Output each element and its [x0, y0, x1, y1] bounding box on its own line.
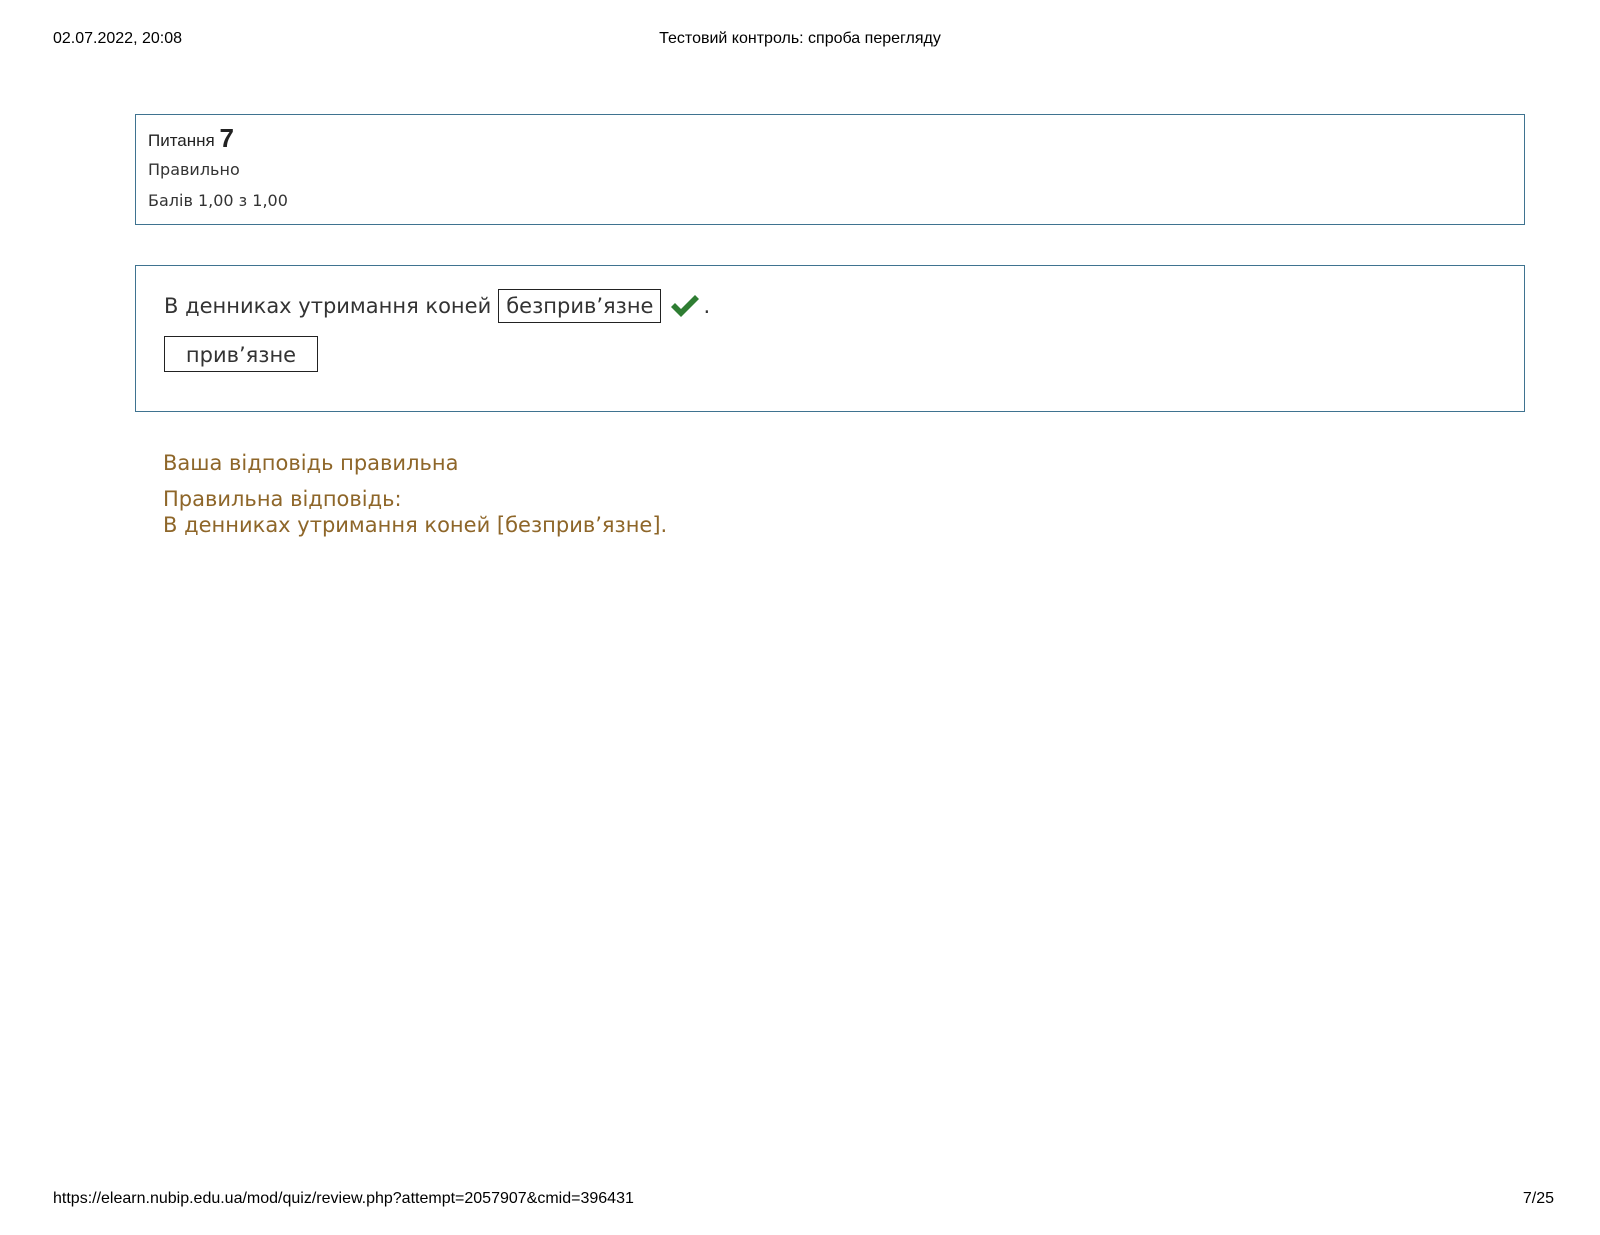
question-grade: Балів 1,00 з 1,00: [148, 191, 288, 210]
question-state: Правильно: [148, 160, 240, 179]
question-number: 7: [219, 123, 234, 153]
right-answer-label: Правильна відповідь:: [163, 487, 402, 511]
print-url: https://elearn.nubip.edu.ua/mod/quiz/review.php?attempt=2057907&cmid=396431: [53, 1190, 634, 1207]
specific-feedback: Ваша відповідь правильна: [163, 451, 459, 475]
question-sentence: [164, 288, 1496, 324]
print-page-title: Тестовий контроль: спроба перегляду: [659, 30, 941, 47]
print-page-number: 7/25: [1522, 1190, 1554, 1207]
drag-option-privyazne[interactable]: прив’язне: [164, 336, 318, 372]
question-label: Питання: [148, 131, 215, 150]
question-info-panel: [135, 114, 1525, 225]
question-title: [148, 123, 1512, 153]
print-datetime: 02.07.2022, 20:08: [53, 30, 183, 47]
question-content-panel: [135, 265, 1525, 412]
correct-check-icon: [669, 292, 701, 320]
right-answer-text: В денниках утримання коней [безприв’язне].: [163, 513, 668, 537]
sentence-period: .: [703, 294, 711, 318]
question-text: В денниках утримання коней: [164, 294, 492, 318]
feedback-block: [163, 448, 667, 538]
answer-drop-zone[interactable]: безприв’язне: [498, 289, 661, 323]
